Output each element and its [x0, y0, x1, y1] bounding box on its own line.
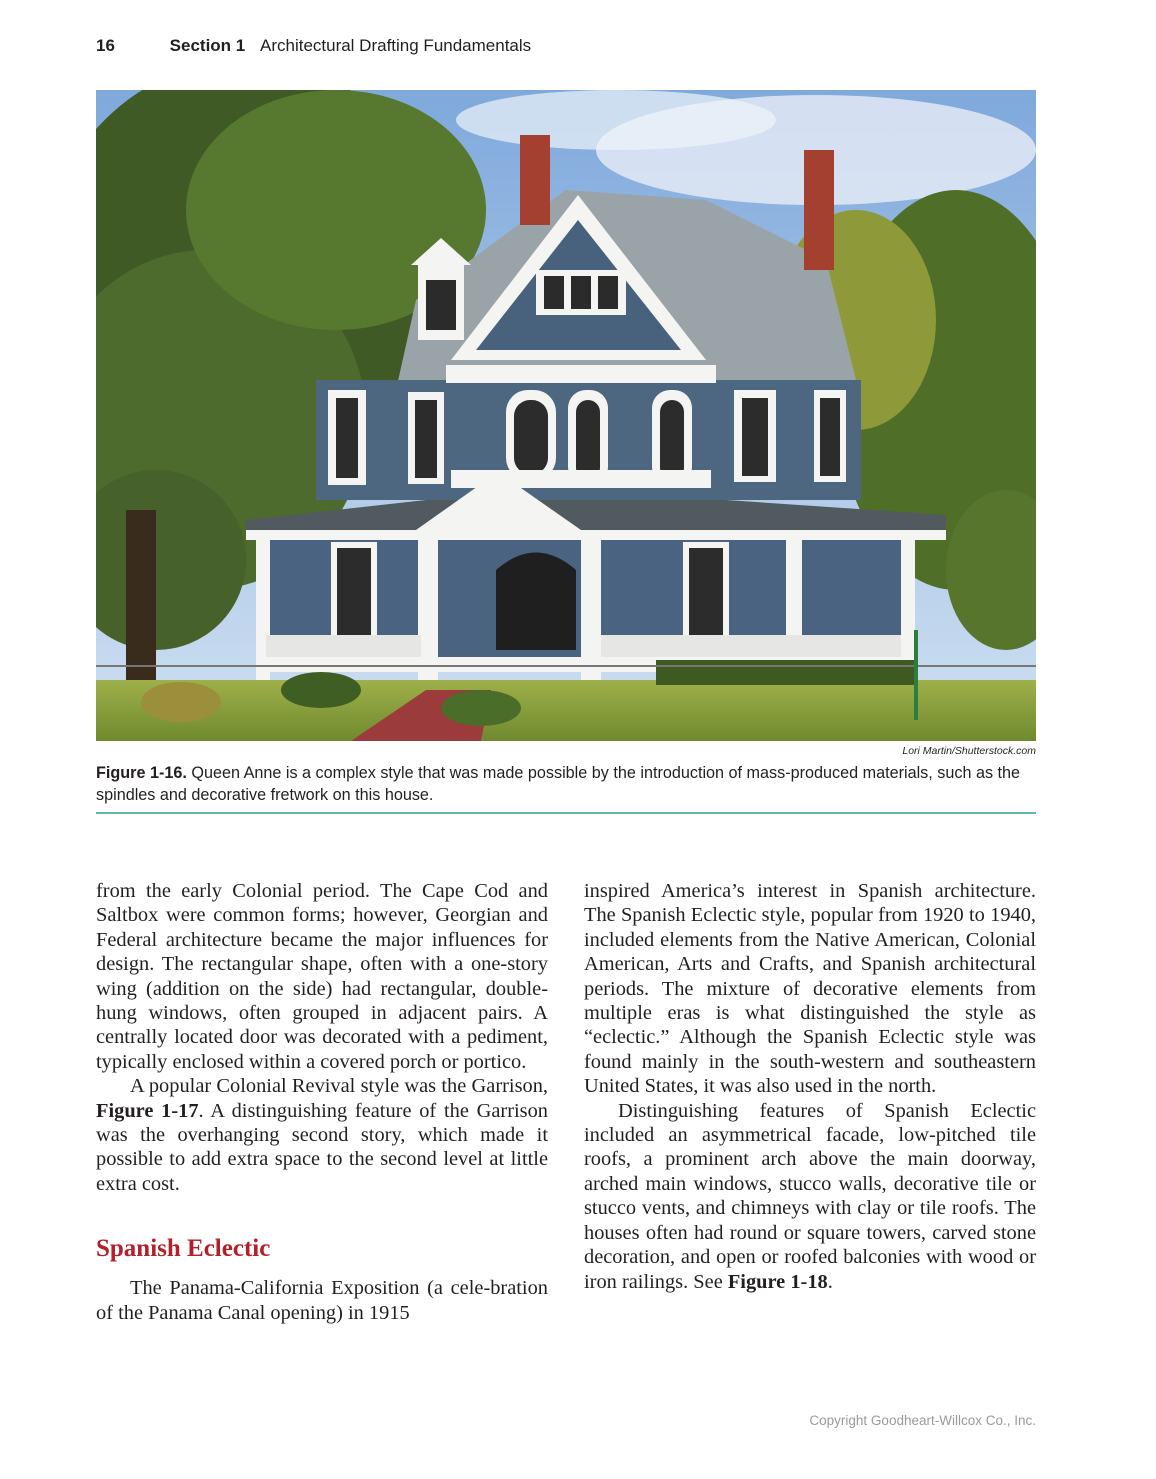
section-label: Section 1 [169, 36, 246, 55]
fence-rail [96, 665, 1036, 667]
left-paragraph-2-text-b: . A distinguishing feature of the Garrison was the overhanging second story, which made it possible to add extra space to the second level at little extra cost. [96, 1099, 548, 1195]
section-title: Architectural Drafting Fundamentals [259, 36, 532, 55]
figure-label: Figure 1-16. [96, 764, 187, 782]
left-paragraph-2 [96, 1074, 548, 1196]
right-paragraph-2-text-b: . [827, 1270, 833, 1293]
copyright-notice: Copyright Goodheart-Willcox Co., Inc. [809, 1413, 1036, 1428]
figure-reference-1-18: Figure 1-18 [727, 1270, 828, 1293]
right-paragraph-2-text-a: Distinguishing features of Spanish Eclectic included an asymmetrical facade, low-pitched tile roofs, a prominent arch above the main doorway, arched main windows, stucco walls, decorative tile or stucco vents, and chimneys with clay or tile roofs. The houses often had round or square towers, carved stone decoration, and open or roofed balconies with wood or iron railings. See [584, 1099, 1036, 1293]
right-paragraph-2 [584, 1099, 1036, 1294]
house-illustration [96, 90, 1036, 741]
figure-caption-text: Queen Anne is a complex style that was made possible by the introduction of mass-produced materials, such as the spindles and decorative fretwork on this house. [96, 764, 1021, 804]
left-paragraph-2-text-a: A popular Colonial Revival style was the Garrison, [130, 1075, 548, 1098]
section-heading-spanish-eclectic: Spanish Eclectic [96, 1235, 271, 1263]
page-number: 16 [96, 36, 115, 55]
figure-reference-1-17: Figure 1-17 [96, 1099, 199, 1122]
photo-credit: Lori Martin/Shutterstock.com [902, 745, 1036, 757]
lawn [96, 680, 1036, 741]
figure-caption [96, 762, 1036, 806]
house-photo [96, 90, 1036, 741]
right-paragraph-1: inspired America’s interest in Spanish architecture. The Spanish Eclectic style, popular from 1920 to 1940, included elements from the Native American, Colonial American, Arts and Crafts, and Spanish architectural periods. The mixture of decorative elements from multiple eras is what distinguished the style as “eclectic.” Although the Spanish Eclectic style was found mainly in the south-western and southeastern United States, it was also used in the north. [584, 880, 1036, 1098]
running-header [96, 36, 531, 62]
caption-rule [96, 812, 1036, 814]
right-column [584, 879, 1036, 1294]
left-paragraph-1: from the early Colonial period. The Cape Cod and Saltbox were common forms; however, Georgian and Federal architecture became the major influences for design. The rectangular shape, often with a one-story wing (addition on the side) had rectangular, double-hung windows, often grouped in adjacent pairs. A centrally located door was decorated with a pediment, typically enclosed within a covered porch or portico. [96, 880, 548, 1073]
left-paragraph-3: The Panama-California Exposition (a cele-bration of the Panama Canal opening) in 1915 [96, 1277, 548, 1324]
green-post [914, 630, 918, 720]
left-column [96, 879, 548, 1325]
